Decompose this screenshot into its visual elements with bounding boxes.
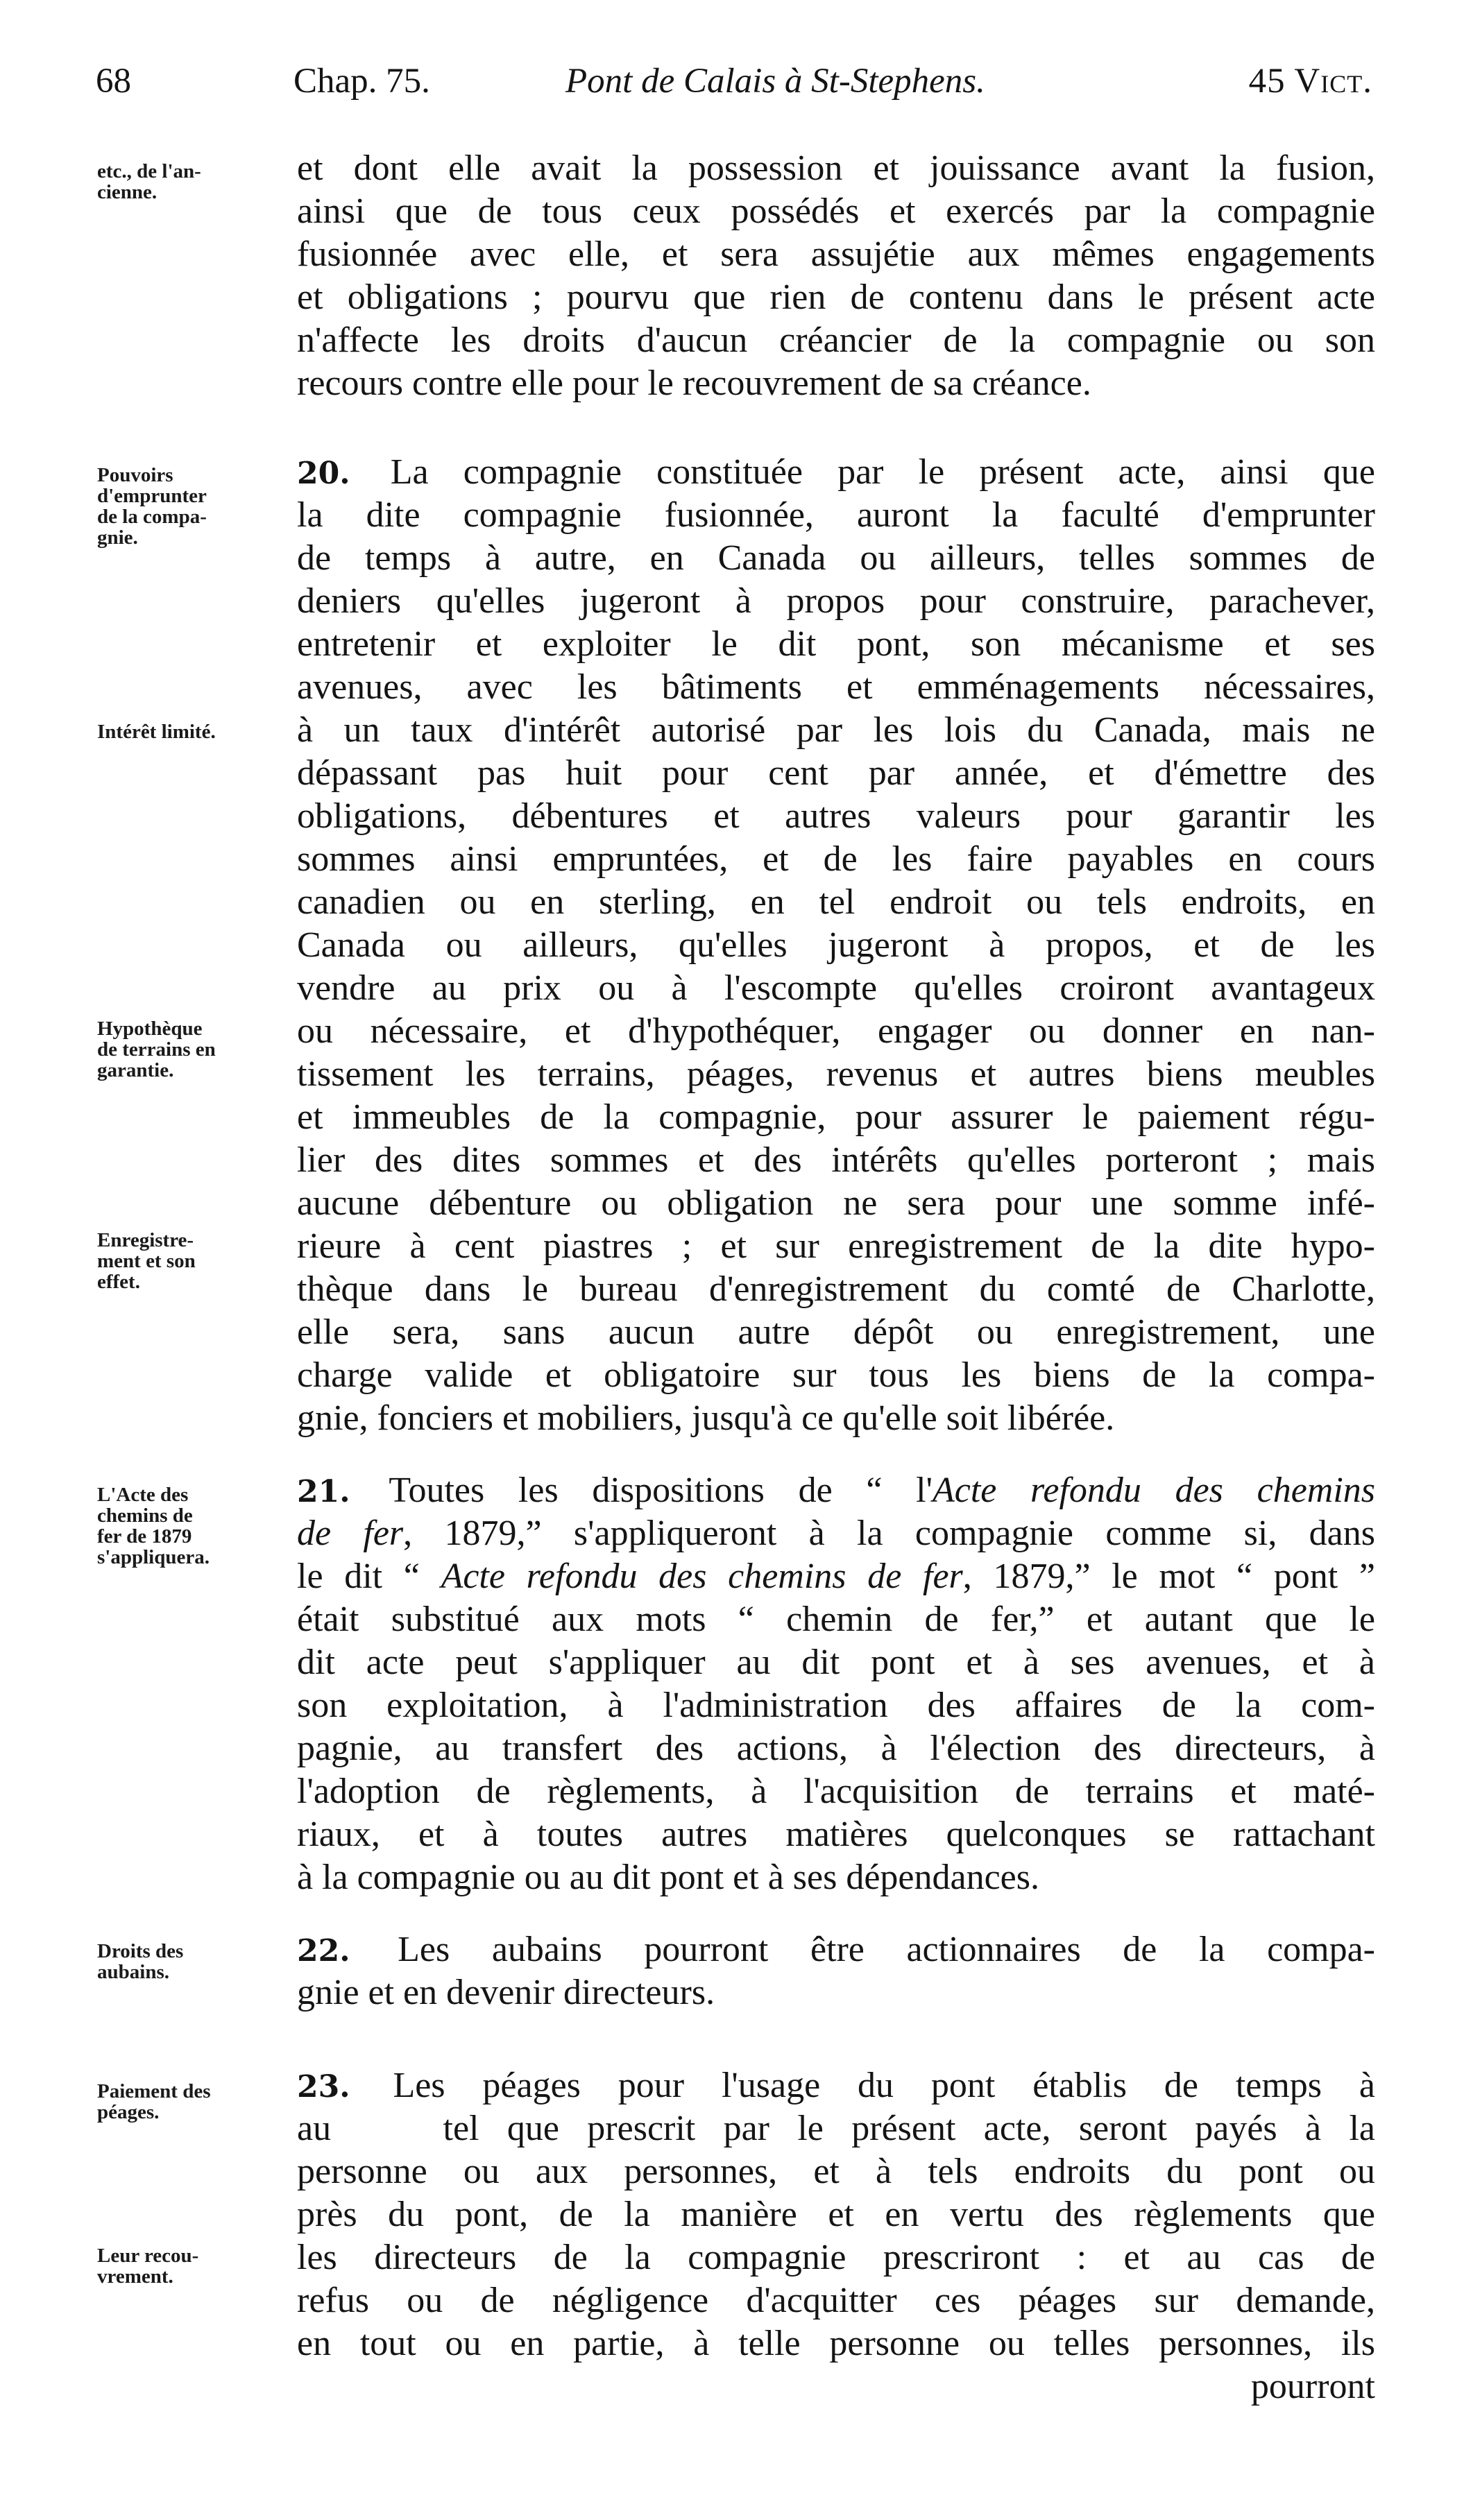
section-22: 22. Les aubains pourront être actionnaires de la compa- gnie et en devenir directeurs. [297,1930,1375,2012]
catchword: pourront [1250,2367,1375,2406]
section-21: 21. Toutes les dispositions de “ l'Acte refondu des chemins de fer, 1879,” s'appliqueront à la compagnie comme si, dans le dit “ Acte refondu des chemins de fer, 1879,” le mot “ pont ” était substitué aux mots “ chemin de fer,” et autant que le dit acte peut s'appliquer au dit pont et à ses avenues, et à son exploitation, à l'administration des affaires de la com- pagnie, au transfert des actions, à l'élection des directeurs, à l'adoption de règlements, à l'acquisition de terrains et maté- riaux, et à toutes autres matières quelconques se rattachant à la compagnie ou au dit pont et à ses dépendances. [297,1471,1376,1897]
header-title: Pont de Calais à St-Stephens. [565,62,985,101]
paragraph-continuation: et dont elle avait la possession et jouissance avant la fusion, ainsi que de tous ceux possédés et exercés par la compagnie fusionnée avec elle, et sera assujétie aux mêmes engagements et obligations ; pourvu que rien de contenu dans le présent acte n'affecte les droits d'aucun créancier de la compagnie ou son recours contre elle pour le recouvrement de sa créance. [297,148,1375,403]
section-number: 23. [297,2069,350,2105]
margin-note-recouvrement: Leur recou- vrement. [97,2245,199,2288]
running-header [96,61,1372,117]
margin-note-acte: L'Acte des chemins de fer de 1879 s'appliquera. [97,1484,210,1568]
margin-note-etc: etc., de l'an- cienne. [97,160,201,203]
chapter-label: Chap. 75. [293,62,430,101]
margin-note-interet: Intérêt limité. [97,721,216,743]
margin-note-enregistrement: Enregistre- ment et son effet. [97,1229,196,1293]
section-number: 21. [297,1474,350,1509]
margin-note-paiement: Paiement des péages. [97,2080,211,2123]
section-20: 20. La compagnie constituée par le présent acte, ainsi que la dite compagnie fusionnée, auront la faculté d'emprunter de temps à autre, en Canada ou ailleurs, telles sommes de deniers qu'elles jugeront à propos pour construire, parachever, entretenir et exploiter le dit pont, son mécanisme et ses avenues, avec les bâtiments et emménagements nécessaires, à un taux d'intérêt autorisé par les lois du Canada, mais ne dépassant pas huit pour cent par année, et d'émettre des obligations, débentures et autres valeurs pour garantir les sommes ainsi empruntées, et de les faire payables en cours canadien ou en sterling, en tel endroit ou tels endroits, en Canada ou ailleurs, qu'elles jugeront à propos, et de les vendre au prix ou à l'escompte qu'elles croiront avantageux ou nécessaire, et d'hypothéquer, engager ou donner en nan- tissement les terrains, péages, revenus et autres biens meubles et immeubles de la compagnie, pour assurer le paiement régu- lier des dites sommes et des intérêts qu'elles porteront ; mais aucune débenture ou obligation ne sera pour une somme infé- rieure à cent piastres ; et sur enregistrement de la dite hypo- thèque dans le bureau d'enregistrement du comté de Charlotte, elle sera, sans aucun autre dépôt ou enregistrement, une charge valide et obligatoire sur tous les biens de la compa- gnie, fonciers et mobiliers, jusqu'à ce qu'elle soit libérée. [297,452,1376,1438]
section-23: 23. Les péages pour l'usage du pont établis de temps à au tel que prescrit par le présent acte, seront payés à la personne ou aux personnes, et à tels endroits du pont ou près du pont, de la manière et en vertu des règlements que les directeurs de la compagnie prescriront : et au cas de refus ou de négligence d'acquitter ces péages sur demande, en tout ou en partie, à telle personne ou telles personnes, ils pourront [297,2064,1375,2408]
regnal-year: 45 Vict. [1248,62,1372,101]
margin-note-hypotheque: Hypothèque de terrains en garantie. [97,1018,216,1081]
page-number: 68 [96,62,131,101]
margin-note-pouvoirs: Pouvoirs d'emprunter de la compa- gnie. [97,464,207,549]
section-number: 22. [297,1933,350,1969]
margin-note-droits: Droits des aubains. [97,1940,184,1983]
section-number: 20. [297,456,350,491]
